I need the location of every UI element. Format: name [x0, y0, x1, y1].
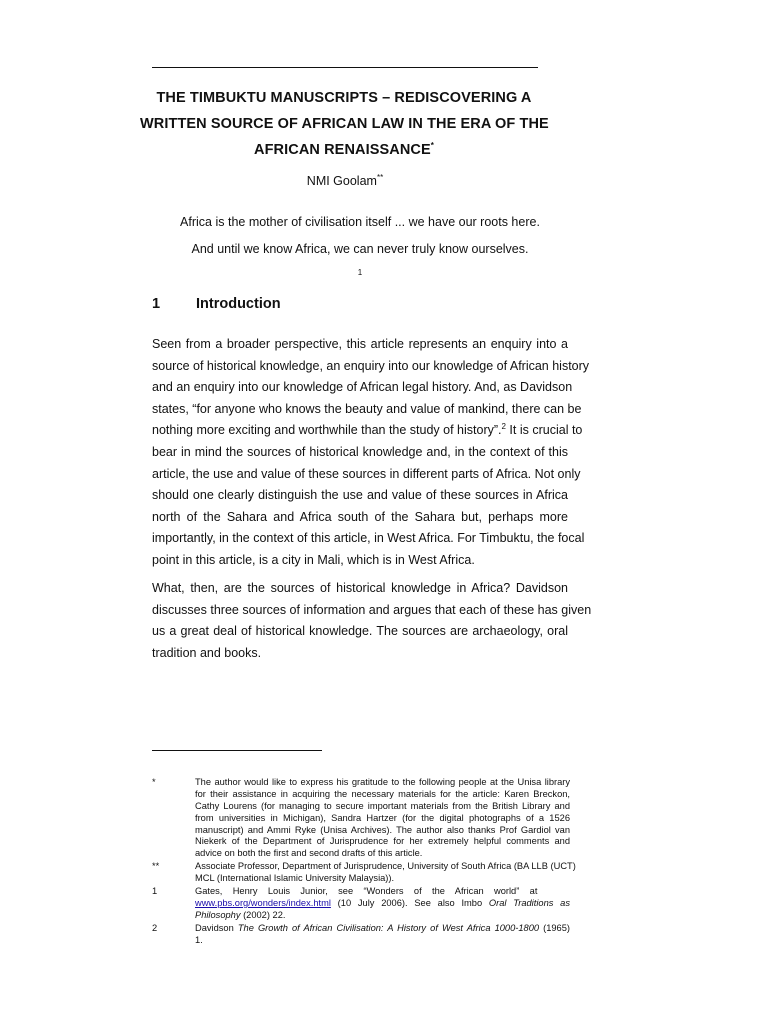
paragraph-line: should one clearly distinguish the use and value of these sources in Africa [152, 488, 568, 503]
title-line-3-text: AFRICAN RENAISSANCE [254, 142, 431, 158]
footnote-line: Associate Professor, Department of Jurisprudence, University of South Africa (BA LLB (UCT) [195, 861, 576, 872]
footnote-2 [152, 923, 570, 947]
paragraph-2 [152, 578, 592, 664]
paragraph-line [152, 420, 583, 442]
footnote-text: Davidson [195, 922, 238, 933]
footnote-line [195, 898, 570, 910]
author-name [240, 174, 450, 188]
footnote-text: (2002) 22. [240, 909, 286, 920]
footnote-mark: * [152, 777, 156, 787]
footnote-line: from universities in Michigan), Sandra Hartzer (for the digital photographs of a 1526 [195, 812, 570, 823]
section-title: Introduction [196, 296, 281, 312]
epigraph-footnote-mark: 1 [357, 267, 363, 277]
paragraph-1 [152, 334, 590, 572]
epigraph-line-2-text: And until we know Africa, we can never truly know ourselves. [191, 242, 529, 256]
paragraph-line: us a great deal of historical knowledge. The sources are archaeology, oral [152, 624, 568, 639]
paragraph-line: discusses three sources of information and argues that each of these has given [152, 602, 592, 617]
title-line-2: WRITTEN SOURCE OF AFRICAN LAW IN THE ERA OF THE [140, 116, 549, 132]
section-number: 1 [152, 296, 161, 312]
paragraph-line: north of the Sahara and Africa south of the Sahara but, perhaps more [152, 509, 568, 524]
article-title [140, 85, 548, 163]
footnote-line [195, 923, 570, 935]
epigraph [150, 209, 570, 290]
footnote-1 [152, 886, 570, 922]
section-heading [152, 296, 281, 312]
title-footnote-mark: * [430, 141, 434, 151]
footnote-mark: 2 [152, 922, 158, 933]
footnote-line: Niekerk of the Department of Jurisprudence for her extremely helpful comments and [195, 836, 570, 847]
paragraph-line: bear in mind the sources of historical knowledge and, in the context of this [152, 444, 568, 459]
paragraph-line: What, then, are the sources of historical knowledge in Africa? Davidson [152, 581, 568, 595]
footnote-line: The author would like to express his gratitude to the following people at the Unisa library [195, 777, 570, 787]
title-line-1: THE TIMBUKTU MANUSCRIPTS – REDISCOVERING A [156, 90, 532, 106]
footnote-line: manuscript) and Ammi Ryke (Unisa Archives). The author also thanks Prof Gardiol van [195, 824, 570, 835]
footnote-line [195, 910, 570, 922]
footnote-line: for their assistance in acquiring the necessary materials for the article: Karen Breckon, [195, 788, 570, 799]
paragraph-line: source of historical knowledge, an enquiry into our knowledge of African history [152, 358, 590, 373]
footnote-mark: 1 [152, 886, 158, 897]
footnote-ref-2: 2 [501, 422, 506, 432]
footnote-line: MCL (International Islamic University Malaysia)). [195, 873, 395, 884]
footnote-line: Gates, Henry Louis Junior, see “Wonders of the African world” at [195, 886, 538, 897]
footnote-line: Cathy Lourens (for managing to secure important materials from the British Library and [195, 800, 570, 811]
footnote-italic-title: Oral Traditions as [488, 897, 570, 908]
footnote-italic-title: Philosophy [195, 909, 241, 920]
footnote-separator [152, 750, 322, 751]
footnote-text: (10 July 2006). See also Imbo [330, 897, 489, 908]
paragraph-line-text: nothing more exciting and worthwhile than the study of history”. [152, 423, 502, 438]
footnote-line: 1. [195, 934, 203, 945]
footnote-line: advice on both the first and second drafts of this article. [195, 848, 423, 859]
paragraph-line: importantly, in the context of this article, in West Africa. For Timbuktu, the focal [152, 531, 585, 546]
footnote-text: (1965) [539, 922, 570, 933]
paragraph-line: and an enquiry into our knowledge of African legal history. And, as Davidson [152, 380, 573, 395]
paragraph-line: tradition and books. [152, 645, 262, 660]
author-footnote-mark: ** [376, 172, 384, 182]
footnote-star [152, 777, 570, 860]
title-line-3 [140, 137, 548, 163]
pbs-wonders-link[interactable]: www.pbs.org/wonders/index.html [195, 897, 331, 908]
footnote-mark: ** [152, 861, 160, 872]
footnote-double-star [152, 861, 576, 885]
footnote-italic-title: The Growth of African Civilisation: A History of West Africa 1000-1800 [237, 922, 540, 933]
paragraph-line: Seen from a broader perspective, this article represents an enquiry into a [152, 337, 568, 351]
paragraph-line: point in this article, is a city in Mali, which is in West Africa. [152, 552, 475, 567]
footnotes [152, 777, 576, 947]
author-name-text: NMI Goolam [306, 174, 377, 188]
top-rule [152, 67, 538, 68]
paragraph-line: states, “for anyone who knows the beauty and value of mankind, there can be [152, 401, 582, 416]
epigraph-line-1: Africa is the mother of civilisation itself ... we have our roots here. [180, 215, 540, 229]
paragraph-line: article, the use and value of these sources in different parts of Africa. Not only [152, 466, 581, 481]
paragraph-line-tail: It is crucial to [505, 423, 583, 438]
epigraph-line-2 [150, 236, 570, 290]
